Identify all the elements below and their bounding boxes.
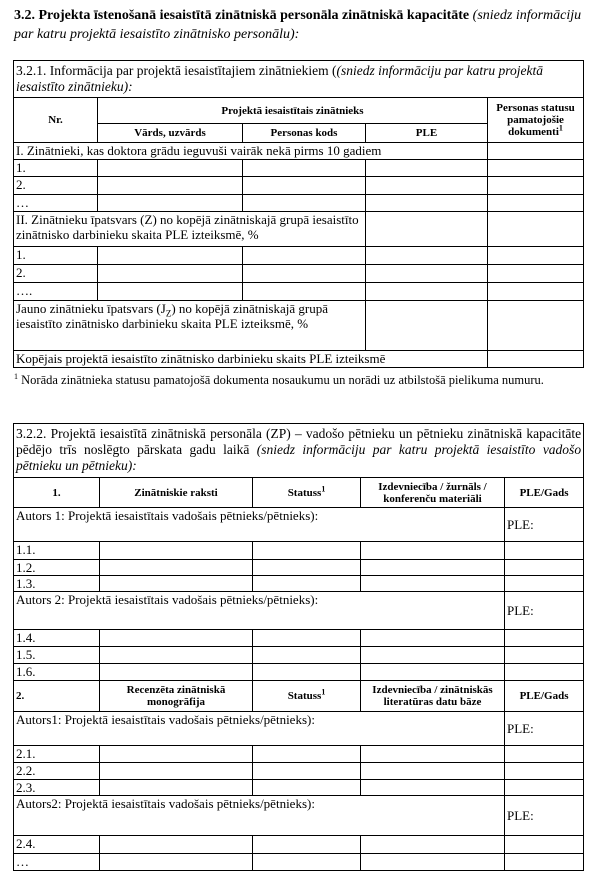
table-cell[interactable] xyxy=(243,160,366,177)
table-cell[interactable] xyxy=(243,265,366,283)
author-1-label: Autors 1: Projektā iesaistītais vadošais pētnieks/pētnieks): xyxy=(14,508,505,542)
section-title: Projekta īstenošanā iesaistītā zinātniskā personāla zinātniskā kapacitāte xyxy=(38,8,470,23)
table-cell[interactable] xyxy=(98,265,243,283)
table-cell[interactable] xyxy=(505,542,584,560)
author-1b-label: Autors1: Projektā iesaistītais vadošais pētnieks/pētnieks): xyxy=(14,712,505,746)
table-cell[interactable] xyxy=(366,283,488,301)
row-number: 2. xyxy=(14,265,98,283)
row-number: 1.2. xyxy=(14,560,100,576)
table-cell[interactable] xyxy=(505,664,584,681)
row-number: 2.4. xyxy=(14,836,100,854)
table-row xyxy=(14,780,584,796)
table-cell[interactable] xyxy=(253,542,361,560)
header-name: Vārds, uzvārds xyxy=(98,124,243,143)
total-label: Kopējais projektā iesaistīto zinātnisko darbinieku skaits PLE izteiksmē xyxy=(14,351,488,368)
table-cell[interactable] xyxy=(505,560,584,576)
table-cell[interactable] xyxy=(253,746,361,763)
table-cell[interactable] xyxy=(253,560,361,576)
header-monograph: Recenzēta zinātniskā monogrāfija xyxy=(100,681,253,712)
header-status-documents xyxy=(488,98,584,143)
row-number: …. xyxy=(14,283,98,301)
young-suffix: ) no kopējā zinātniskajā grupā iesaistīto zinātnisko darbinieku skaita PLE izteiksmē, % xyxy=(16,301,328,331)
footnote-ref: 1 xyxy=(321,687,326,697)
table1-caption-main: 3.2.1. Informācija par projektā iesaistītajiem zinātniekiem xyxy=(16,63,329,78)
table-cell[interactable] xyxy=(505,630,584,647)
table-cell[interactable] xyxy=(361,780,505,796)
header-status-label: Statuss xyxy=(287,486,322,499)
table-cell[interactable] xyxy=(505,746,584,763)
table-cell[interactable] xyxy=(488,301,584,351)
table-cell[interactable] xyxy=(253,576,361,592)
table-cell[interactable] xyxy=(253,664,361,681)
header-status-label: Statuss xyxy=(287,690,322,702)
table-row xyxy=(14,160,584,177)
table2-caption-note: (sniedz informāciju par katru projektā iesaistīto vadošo pētnieku un pētnieku): xyxy=(16,442,582,473)
section2-label: II. Zinātnieku īpatsvars (Z) no kopējā zinātniskajā grupā iesaistīto zinātnisko darbinieku skaita PLE izteiksmē, % xyxy=(14,212,366,247)
header-publisher: Izdevniecība / žurnāls / konferenču materiāli xyxy=(361,478,505,508)
table-cell[interactable] xyxy=(253,630,361,647)
row-number: 1.3. xyxy=(14,576,100,592)
author-2-label: Autors 2: Projektā iesaistītais vadošais pētnieks/pētnieks): xyxy=(14,592,505,630)
section-note: (sniedz informāciju par katru projektā iesaistīto zinātnisko personālu): xyxy=(14,8,582,42)
table-cell[interactable] xyxy=(243,283,366,301)
table-cell[interactable] xyxy=(243,177,366,195)
header-scientific-papers: Zinātniskie raksti xyxy=(100,478,253,508)
table-cell[interactable] xyxy=(366,177,488,195)
table-cell[interactable] xyxy=(366,212,488,247)
table-cell[interactable] xyxy=(505,780,584,796)
table-cell[interactable] xyxy=(505,836,584,854)
table-cell[interactable] xyxy=(488,351,584,368)
footnote-ref: 1 xyxy=(558,123,563,133)
table2-caption xyxy=(14,424,584,478)
table-cell[interactable] xyxy=(100,780,253,796)
young-prefix: Jauno zinātnieku īpatsvars (J xyxy=(16,301,166,316)
table-cell[interactable] xyxy=(366,195,488,212)
table-cell[interactable] xyxy=(361,576,505,592)
table-cell[interactable] xyxy=(488,143,584,160)
table-cell[interactable] xyxy=(100,664,253,681)
table-row xyxy=(14,836,584,854)
author-2b-label: Autors2: Projektā iesaistītais vadošais pētnieks/pētnieks): xyxy=(14,796,505,836)
row-number: … xyxy=(14,195,98,212)
table-cell[interactable] xyxy=(361,854,505,871)
header-personal-code: Personas kods xyxy=(243,124,366,143)
table-cell[interactable] xyxy=(253,780,361,796)
table-cell[interactable] xyxy=(361,836,505,854)
table-cell[interactable] xyxy=(100,560,253,576)
table-cell[interactable] xyxy=(488,195,584,212)
row-number: 1.5. xyxy=(14,647,100,664)
table-row xyxy=(14,560,584,576)
row-number: 1. xyxy=(14,247,98,265)
table-row xyxy=(14,647,584,664)
table-cell[interactable] xyxy=(98,247,243,265)
section-heading xyxy=(14,6,590,44)
table-cell[interactable] xyxy=(505,854,584,871)
table-cell[interactable] xyxy=(253,854,361,871)
part1-number: 1. xyxy=(14,478,100,508)
footnote-mark: 1 xyxy=(14,371,18,381)
table1-caption-note: (sniedz informāciju par katru projektā iesaistīto zinātnieku): xyxy=(16,63,543,94)
table-cell[interactable] xyxy=(361,647,505,664)
section1-label: I. Zinātnieki, kas doktora grādu ieguvuši vairāk nekā pirms 10 gadiem xyxy=(14,143,488,160)
header-ple-year: PLE/Gads xyxy=(505,478,584,508)
table-cell[interactable] xyxy=(488,247,584,265)
table-cell[interactable] xyxy=(361,746,505,763)
header-ple-year: PLE/Gads xyxy=(505,681,584,712)
table-cell[interactable] xyxy=(253,836,361,854)
research-capacity-table xyxy=(13,423,584,871)
footnote xyxy=(14,373,586,388)
row-number: 1.6. xyxy=(14,664,100,681)
table-cell[interactable] xyxy=(243,247,366,265)
header-status-documents-label: Personas statusu pamatojošie dokumenti xyxy=(496,102,575,138)
table-cell[interactable] xyxy=(366,247,488,265)
table-row xyxy=(14,576,584,592)
table-cell[interactable] xyxy=(100,542,253,560)
table-cell[interactable] xyxy=(100,630,253,647)
part2-number: 2. xyxy=(14,681,100,712)
table-cell[interactable] xyxy=(488,265,584,283)
table-cell[interactable] xyxy=(505,763,584,780)
ple-label: PLE: xyxy=(505,592,584,630)
scientists-table xyxy=(13,60,584,368)
table-cell[interactable] xyxy=(361,630,505,647)
ple-label: PLE: xyxy=(505,796,584,836)
table-cell[interactable] xyxy=(100,763,253,780)
section-number: 3.2. xyxy=(14,8,35,23)
header-status xyxy=(253,681,361,712)
ple-label: PLE: xyxy=(505,712,584,746)
row-number: 1.4. xyxy=(14,630,100,647)
table-cell[interactable] xyxy=(366,301,488,351)
table-cell[interactable] xyxy=(361,763,505,780)
table-row xyxy=(14,195,584,212)
table-row xyxy=(14,763,584,780)
table-row xyxy=(14,283,584,301)
table-cell[interactable] xyxy=(488,212,584,247)
table-cell[interactable] xyxy=(100,836,253,854)
table-row xyxy=(14,265,584,283)
table-cell[interactable] xyxy=(361,664,505,681)
table-cell[interactable] xyxy=(505,647,584,664)
table-cell[interactable] xyxy=(366,160,488,177)
header-ple: PLE xyxy=(366,124,488,143)
table-cell[interactable] xyxy=(100,576,253,592)
table-cell[interactable] xyxy=(488,283,584,301)
table-cell[interactable] xyxy=(243,195,366,212)
table-cell[interactable] xyxy=(488,160,584,177)
table-cell[interactable] xyxy=(100,854,253,871)
table-row xyxy=(14,664,584,681)
table-row xyxy=(14,177,584,195)
table-row xyxy=(14,542,584,560)
young-sub: Z xyxy=(165,308,172,319)
row-number: 2. xyxy=(14,177,98,195)
table-cell[interactable] xyxy=(98,160,243,177)
table-row xyxy=(14,854,584,871)
footnote-ref: 1 xyxy=(321,483,326,493)
table-cell[interactable] xyxy=(98,195,243,212)
row-number: 1.1. xyxy=(14,542,100,560)
table-row xyxy=(14,746,584,763)
table-cell[interactable] xyxy=(361,560,505,576)
table-cell[interactable] xyxy=(253,647,361,664)
table-cell[interactable] xyxy=(98,283,243,301)
table-cell[interactable] xyxy=(100,647,253,664)
young-scientists-label xyxy=(14,301,366,351)
table-cell[interactable] xyxy=(488,177,584,195)
header-status xyxy=(253,478,361,508)
header-nr: Nr. xyxy=(14,98,98,143)
header-publisher-database: Izdevniecība / zinātniskās literatūras datu bāze xyxy=(361,681,505,712)
table-cell[interactable] xyxy=(253,763,361,780)
table-row xyxy=(14,247,584,265)
table-cell[interactable] xyxy=(361,542,505,560)
header-scientist-group: Projektā iesaistītais zinātnieks xyxy=(98,98,488,124)
row-number: 1. xyxy=(14,160,98,177)
table-cell[interactable] xyxy=(100,746,253,763)
row-number: 2.2. xyxy=(14,763,100,780)
table1-caption: 3.2.1. Informācija par projektā iesaistītajiem zinātniekiem ((sniedz informāciju par katru projektā iesaistīto zinātnieku): xyxy=(14,61,584,98)
table-cell[interactable] xyxy=(505,576,584,592)
table-cell[interactable] xyxy=(98,177,243,195)
table-cell[interactable] xyxy=(366,265,488,283)
footnote-text: Norāda zinātnieka statusu pamatojošā dokumenta nosaukumu un norādi uz atbilstošā pielikuma numuru. xyxy=(21,373,544,387)
row-number: 2.1. xyxy=(14,746,100,763)
table-row xyxy=(14,630,584,647)
table2-caption-main: 3.2.2. Projektā iesaistītā zinātniskā personāla (ZP) – vadošo pētnieku un pētnieku zinātniskā kapacitāte pēdējo trīs noslēgto pārskata gadu laikā xyxy=(16,426,582,457)
ple-label: PLE: xyxy=(505,508,584,542)
row-number: 2.3. xyxy=(14,780,100,796)
row-number: … xyxy=(14,854,100,871)
